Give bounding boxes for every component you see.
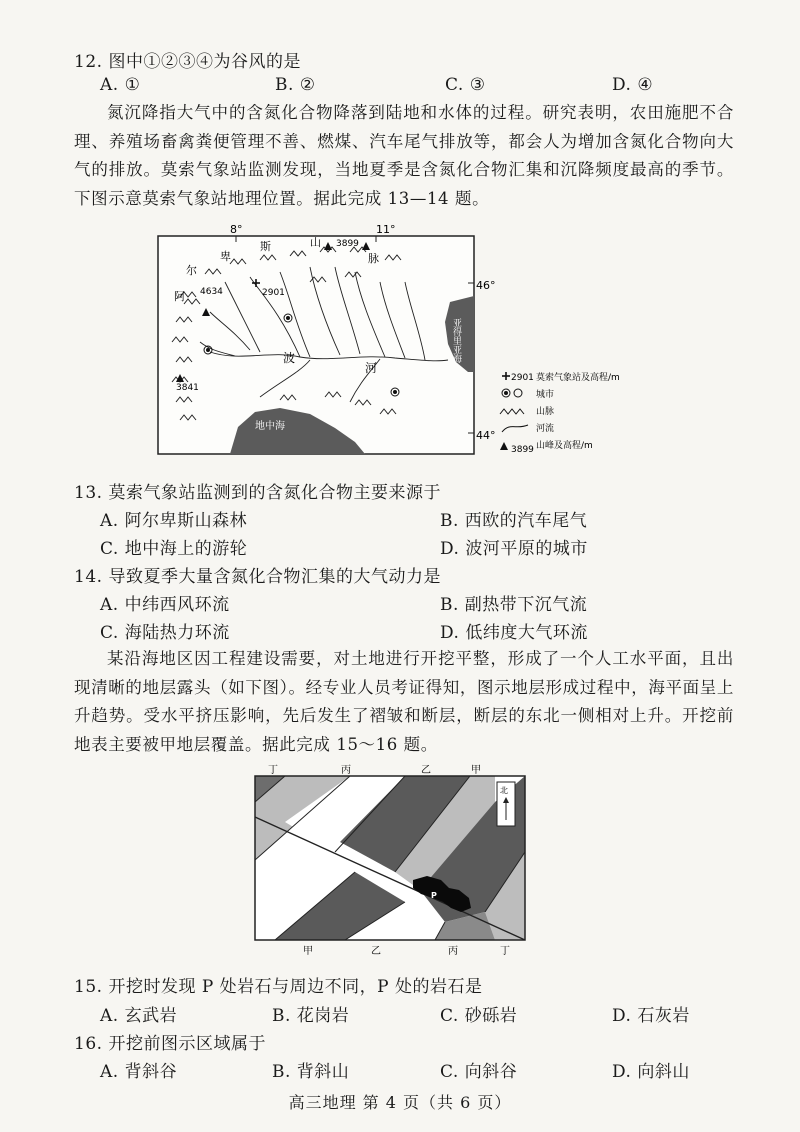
q14-option-d[interactable]: D. 低纬度大气环流 (440, 623, 588, 643)
station-elev-label: 2901 (262, 288, 285, 298)
legend-peak-text: 山峰及高程/m (536, 441, 593, 451)
mountain-char-1: 阿 (174, 290, 185, 303)
city-icon (502, 389, 522, 397)
q12-option-d[interactable]: D. ④ (612, 75, 654, 95)
north-arrow (497, 782, 515, 826)
q14-option-a[interactable]: A. 中纬西风环流 (100, 595, 230, 615)
strata-figure (245, 762, 535, 958)
strata-bottom-label-2: 乙 (371, 946, 381, 957)
legend-mountain-text: 山脉 (536, 407, 555, 417)
q14-option-c[interactable]: C. 海陆热力环流 (100, 623, 230, 643)
q12-option-c[interactable]: C. ③ (445, 75, 486, 95)
q15-option-c[interactable]: C. 砂砾岩 (440, 1006, 518, 1026)
q16-option-d[interactable]: D. 向斜山 (612, 1062, 690, 1082)
mountain-char-3: 卑 (220, 250, 231, 263)
peak-label-4634: 4634 (200, 287, 223, 297)
q15-option-b[interactable]: B. 花岗岩 (272, 1006, 350, 1026)
strata-bottom-label-4: 丁 (500, 946, 510, 957)
q15-option-a[interactable]: A. 玄武岩 (100, 1006, 178, 1026)
legend-river-text: 河流 (536, 424, 555, 434)
strata-bottom-label-1: 甲 (303, 946, 313, 957)
question-14-stem: 14. 导致夏季大量含氮化合物汇集的大气动力是 (74, 567, 441, 587)
mountain-char-2: 尔 (186, 264, 197, 277)
peak-label-3899: 3899 (336, 239, 359, 249)
strata-top-label-1: 丁 (268, 765, 278, 776)
legend-station-text: 莫索气象站及高程/m (536, 373, 620, 383)
question-12-stem: 12. 图中①②③④为谷风的是 (74, 52, 301, 72)
map-figure (150, 222, 670, 462)
passage-strata (74, 645, 734, 759)
q16-option-c[interactable]: C. 向斜谷 (440, 1062, 518, 1082)
passage-nitrogen-text: 氮沉降指大气中的含氮化合物降落到陆地和水体的过程。研究表明，农田施肥不合理、养殖场畜禽粪便管理不善、燃煤、汽车尾气排放等，都会人为增加含氮化合物向大气的排放。莫索气象站监测发现，当地夏季是含氮化合物汇集和沉降频度最高的季节。下图示意莫索气象站地理位置。据此完成 13—14 题。 (74, 103, 734, 208)
strata-bottom-label-3: 丙 (448, 946, 458, 957)
strata-top-label-2: 丙 (341, 765, 351, 776)
legend-peak-elev: 3899 (511, 445, 534, 455)
q16-option-a[interactable]: A. 背斜谷 (100, 1062, 178, 1082)
adriatic-label: 亚得里亚海 (451, 318, 461, 363)
sea-label: 地中海 (255, 421, 285, 432)
peak-icon (500, 442, 508, 450)
mountain-char-5: 山 (310, 236, 321, 249)
passage-strata-text: 某沿海地区因工程建设需要，对土地进行开挖平整，形成了一个人工水平面，且出现清晰的地层露头（如下图）。经专业人员考证得知，图示地层形成过程中，海平面呈上升趋势。受水平挤压影响，先后发生了褶皱和断层，断层的东北一侧相对上升。开挖前地表主要被甲地层覆盖。据此完成 15～16 题。 (74, 649, 734, 754)
river-icon (502, 425, 528, 432)
map-legend (500, 371, 620, 455)
q13-option-b[interactable]: B. 西欧的汽车尾气 (440, 511, 588, 531)
strata-bands (255, 776, 525, 940)
q13-option-d[interactable]: D. 波河平原的城市 (440, 539, 588, 559)
lon-label-left: 8° (230, 223, 243, 236)
lat-label-top: 46° (476, 279, 496, 292)
q13-option-a[interactable]: A. 阿尔卑斯山森林 (100, 511, 248, 531)
p-label: P (431, 891, 437, 900)
q12-option-b[interactable]: B. ② (275, 75, 316, 95)
q13-option-c[interactable]: C. 地中海上的游轮 (100, 539, 248, 559)
mountain-char-6: 脉 (368, 252, 379, 265)
q12-option-a[interactable]: A. ① (100, 75, 141, 95)
q14-option-b[interactable]: B. 副热带下沉气流 (440, 595, 588, 615)
question-16-stem: 16. 开挖前图示区域属于 (74, 1034, 266, 1054)
river-char-1: 波 (283, 351, 296, 365)
page-footer: 高三地理 第 4 页（共 6 页） (288, 1093, 512, 1112)
strata-top-label-3: 乙 (421, 765, 431, 776)
mountain-char-4: 斯 (260, 240, 271, 253)
legend-station-elev: 2901 (511, 373, 534, 383)
question-13-stem: 13. 莫索气象站监测到的含氮化合物主要来源于 (74, 483, 441, 503)
mountain-range-icon (500, 409, 524, 414)
q16-option-b[interactable]: B. 背斜山 (272, 1062, 350, 1082)
legend-city-text: 城市 (536, 390, 555, 400)
lon-label-right: 11° (376, 223, 396, 236)
strata-top-label-4: 甲 (471, 765, 481, 776)
station-icon (502, 372, 510, 380)
question-15-stem: 15. 开挖时发现 P 处岩石与周边不同，P 处的岩石是 (74, 977, 483, 997)
river-char-2: 河 (365, 361, 378, 375)
peak-label-3841: 3841 (176, 383, 199, 393)
q15-option-d[interactable]: D. 石灰岩 (612, 1006, 690, 1026)
passage-nitrogen (74, 99, 734, 213)
north-label: 北 (500, 786, 508, 795)
lat-label-bottom: 44° (476, 429, 496, 442)
